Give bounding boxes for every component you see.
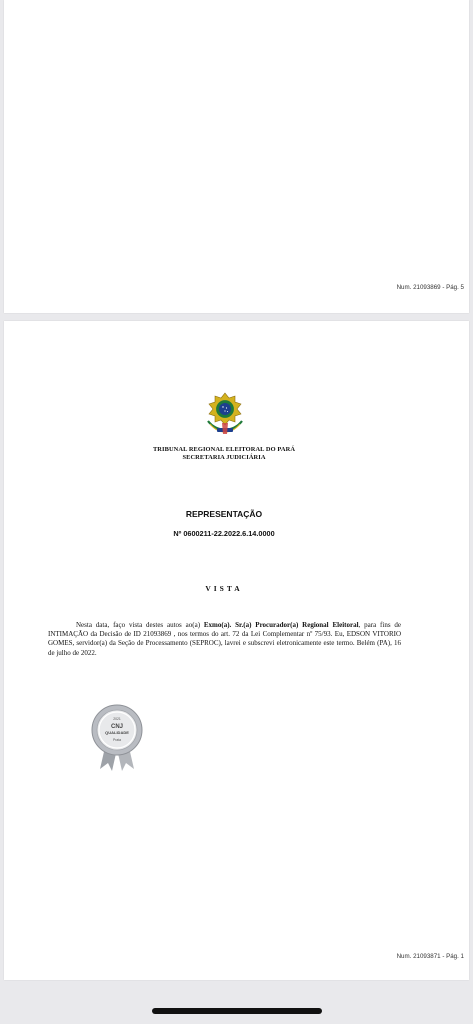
seal-year: 2021 — [113, 717, 121, 721]
quality-seal-icon — [90, 703, 144, 773]
page-footer-number: Num. 21093869 - Pág. 5 — [396, 284, 464, 291]
document-page — [4, 321, 469, 980]
body-text-recipient: Exmo(a). Sr.(a) Procurador(a) Regional Eleitoral — [203, 621, 359, 629]
seal-org: CNJ — [110, 724, 124, 730]
seal-title: QUALIDADE — [105, 730, 129, 735]
body-text-part2: , para fins de INTIMAÇÃO da Decisão de ID 21093869 , nos termos do art. 72 da Lei Complementar nº 75/93. Eu, EDSON VITORIO GOMES, servidor(a) da Seção de Processamento (SEPROC), lavrei e subscrevi eletronicamente este termo. Belém (PA), 16 de julho de 2022. — [48, 621, 402, 657]
seal-level: Prata — [112, 738, 122, 742]
brazil-coat-of-arms-icon — [204, 391, 246, 435]
section-heading: VISTA — [205, 584, 243, 593]
body-text-part1: Nesta data, faço vista destes autos ao(a) — [76, 621, 204, 629]
home-indicator[interactable] — [152, 1008, 322, 1014]
document-page-previous — [4, 0, 469, 313]
document-type: REPRESENTAÇÃO — [185, 509, 263, 519]
court-name: TRIBUNAL REGIONAL ELEITORAL DO PARÁ — [152, 446, 296, 453]
page-footer-number: Num. 21093871 - Pág. 1 — [396, 953, 464, 960]
department-name: SECRETARIA JUDICIÁRIA — [182, 454, 266, 461]
body-paragraph — [48, 621, 401, 658]
process-number: Nº 0600211-22.2022.6.14.0000 — [173, 529, 275, 538]
